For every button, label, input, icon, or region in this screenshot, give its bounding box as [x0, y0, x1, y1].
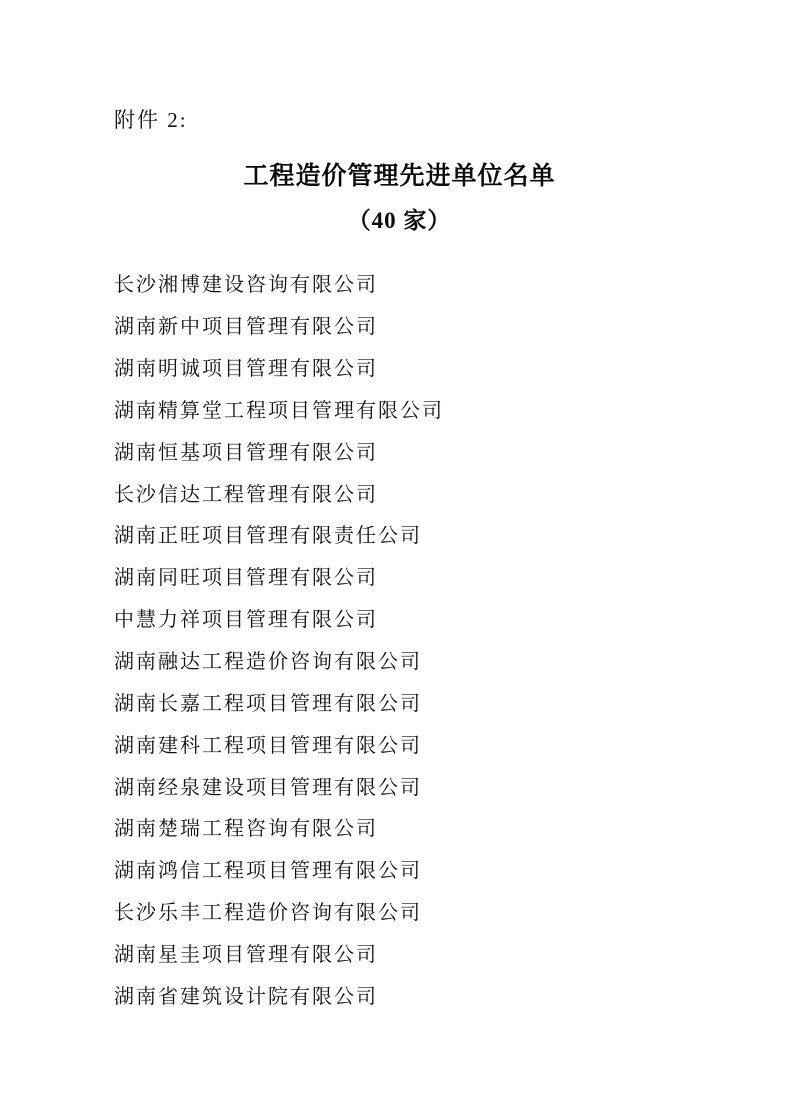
company-item: 长沙信达工程管理有限公司	[114, 483, 378, 506]
company-item: 湖南明诚项目管理有限公司	[114, 358, 378, 381]
company-item: 湖南精算堂工程项目管理有限公司	[114, 399, 444, 422]
company-list	[114, 262, 759, 1015]
company-item: 湖南省建筑设计院有限公司	[114, 985, 378, 1008]
company-item: 长沙乐丰工程造价咨询有限公司	[114, 902, 422, 925]
attachment-label: 附件 2:	[114, 108, 188, 132]
company-item: 湖南经泉建设项目管理有限公司	[114, 776, 422, 799]
company-item: 湖南新中项目管理有限公司	[114, 316, 378, 339]
company-item: 湖南恒基项目管理有限公司	[114, 441, 378, 464]
company-item: 湖南星圭项目管理有限公司	[114, 943, 378, 966]
document-title: 工程造价管理先进单位名单	[243, 163, 556, 190]
company-item: 湖南建科工程项目管理有限公司	[114, 734, 422, 757]
company-item: 湖南正旺项目管理有限责任公司	[114, 525, 422, 548]
company-item: 湖南长嘉工程项目管理有限公司	[114, 692, 422, 715]
company-item: 长沙湘博建设咨询有限公司	[114, 274, 378, 297]
company-item: 湖南融达工程造价咨询有限公司	[114, 651, 422, 674]
company-item: 湖南楚瑞工程咨询有限公司	[114, 818, 378, 841]
company-item: 湖南鸿信工程项目管理有限公司	[114, 860, 422, 883]
document-subtitle: （40 家）	[347, 208, 452, 233]
company-item: 湖南同旺项目管理有限公司	[114, 567, 378, 590]
company-item: 中慧力祥项目管理有限公司	[114, 609, 378, 632]
